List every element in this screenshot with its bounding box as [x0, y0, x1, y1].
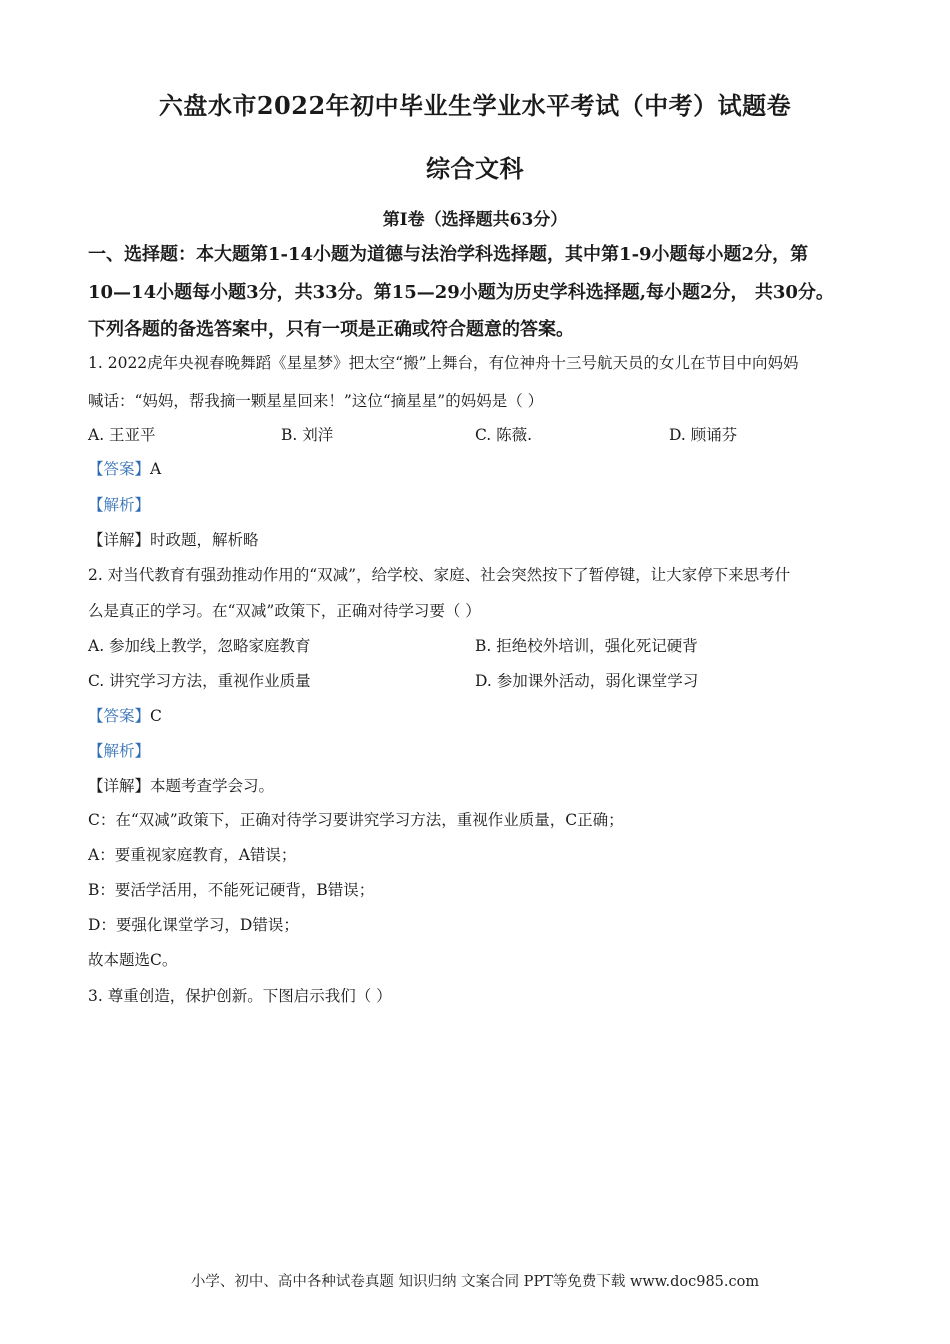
answer-label: 【答案】 — [88, 707, 151, 725]
detail-text: 本题考查学会习。 — [150, 777, 275, 795]
q2-analysis — [88, 739, 150, 761]
q2-option-c: C. 讲究学习方法，重视作业质量 — [88, 672, 311, 690]
q1-text-line-2: 喊话：“妈妈，帮我摘一颗星星回来！”这位“摘星星”的妈妈是（ ） — [88, 392, 544, 410]
q2-answer — [88, 704, 162, 726]
answer-value: C — [150, 707, 162, 725]
analysis-label: 【解析】 — [88, 742, 151, 760]
footer-text: 小学、初中、高中各种试卷真题 知识归纳 文案合同 PPT等免费下载 www.doc985.com — [190, 1274, 760, 1290]
q1-option-d: D. 顾诵芬 — [669, 426, 738, 444]
q1-analysis — [88, 493, 150, 515]
q2-explain-line-4: D：要强化课堂学习，D错误； — [88, 916, 299, 934]
q2-text-line-2: 么是真正的学习。在“双减”政策下，正确对待学习要（ ） — [88, 602, 481, 620]
q3-text-line-1: 3. 尊重创造，保护创新。下图启示我们（ ） — [88, 987, 392, 1005]
answer-label: 【答案】 — [88, 460, 151, 478]
subject-title: 综合文科 — [426, 154, 524, 183]
q2-detail — [88, 774, 274, 796]
q2-option-b: B. 拒绝校外培训，强化死记硬背 — [475, 637, 698, 655]
q2-explain-line-1: C：在“双减”政策下，正确对待学习要讲究学习方法，重视作业质量，C正确； — [88, 811, 624, 829]
q2-explain-line-2: A：要重视家庭教育，A错误； — [88, 846, 297, 864]
answer-value: A — [150, 460, 162, 478]
detail-text: 时政题，解析略 — [150, 531, 259, 549]
instruction-line-1: 一、选择题：本大题第1-14小题为道德与法治学科选择题，其中第1-9小题每小题2分，第 — [88, 244, 809, 265]
q2-option-a: A. 参加线上教学，忽略家庭教育 — [88, 637, 311, 655]
q1-answer — [88, 457, 161, 479]
q1-option-a: A. 王亚平 — [88, 426, 156, 444]
instruction-line-3: 下列各题的备选答案中，只有一项是正确或符合题意的答案。 — [88, 319, 574, 340]
q1-text-line-1: 1. 2022虎年央视春晚舞蹈《星星梦》把太空“搬”上舞台，有位神舟十三号航天员的女儿在节目中向妈妈 — [88, 354, 799, 372]
q1-option-b: B. 刘洋 — [281, 426, 334, 444]
detail-label: 【详解】 — [88, 777, 151, 795]
analysis-label: 【解析】 — [88, 496, 151, 514]
detail-label: 【详解】 — [88, 531, 151, 549]
instruction-line-2: 10—14小题每小题3分，共33分。第15—29小题为历史学科选择题,每小题2分， 共30分。 — [88, 282, 834, 303]
q1-detail — [88, 528, 259, 550]
page-title: 六盘水市2022年初中毕业生学业水平考试（中考）试题卷 — [158, 91, 792, 120]
volume-title: 第Ⅰ卷（选择题共63分） — [382, 210, 568, 230]
q1-option-c: C. 陈薇. — [475, 426, 533, 444]
q2-text-line-1: 2. 对当代教育有强劲推动作用的“双减”，给学校、家庭、社会突然按下了暂停键，让大家停下来思考什 — [88, 566, 791, 584]
q2-explain-line-5: 故本题选C。 — [88, 951, 178, 969]
q2-option-d: D. 参加课外活动，弱化课堂学习 — [475, 672, 699, 690]
q2-explain-line-3: B：要活学活用，不能死记硬背，B错误； — [88, 881, 375, 899]
